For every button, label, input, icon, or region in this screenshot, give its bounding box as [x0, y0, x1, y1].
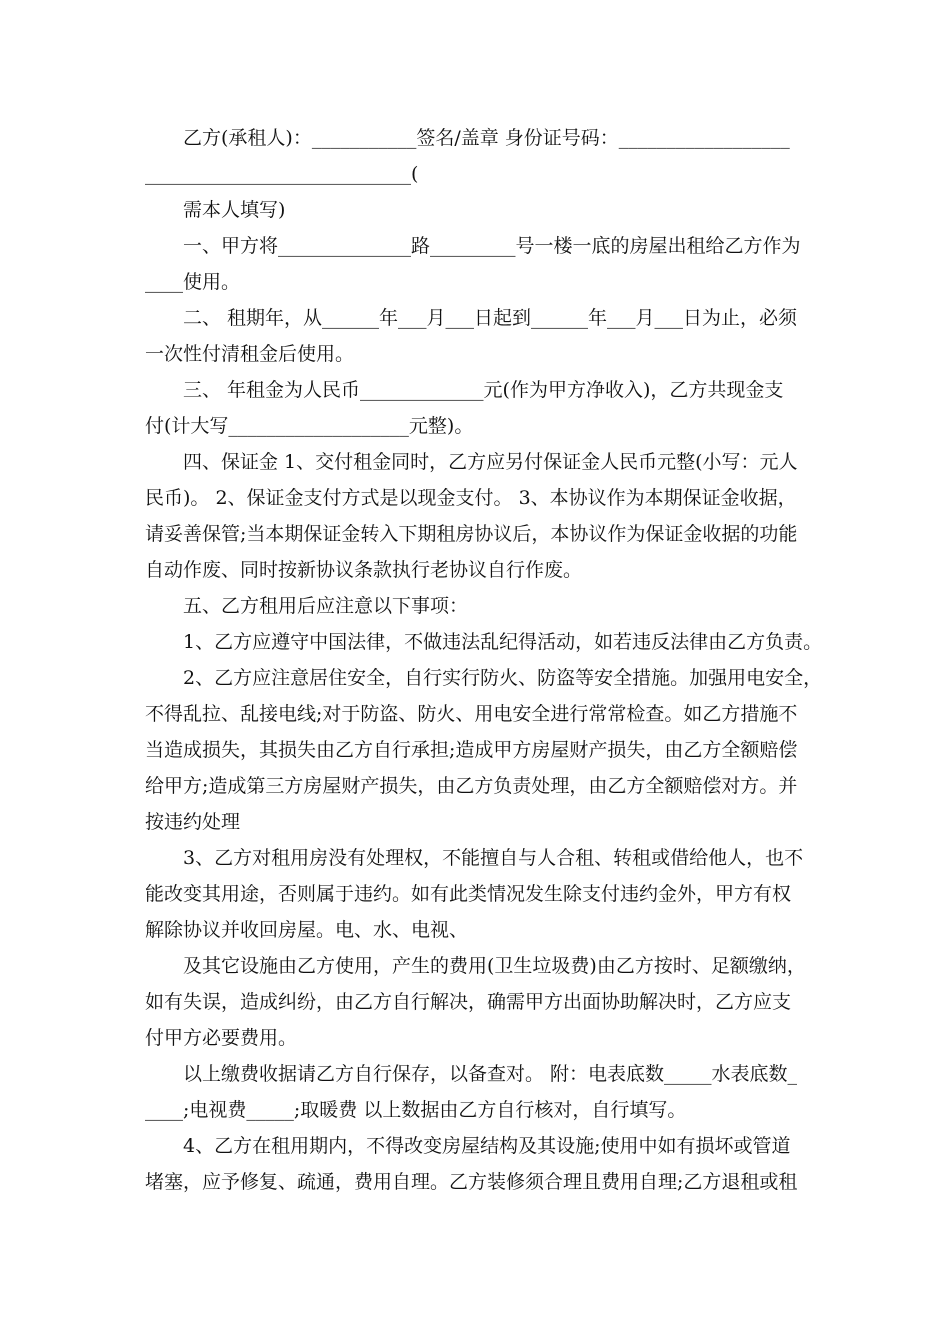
text-line: 解除协议并收回房屋。电、水、电视、 — [145, 919, 469, 941]
text-line: 一、甲方将______________路_________号一楼一底的房屋出租给乙方作为 — [183, 235, 801, 257]
text-line: 自动作废、同时按新协议条款执行老协议自行作废。 — [145, 559, 583, 581]
text-line: 付(计大写___________________元整)。 — [145, 415, 474, 437]
text-line: ____使用。 — [145, 271, 241, 293]
text-line: 1、乙方应遵守中国法律，不做违法乱纪得活动，如若违反法律由乙方负责。 — [183, 631, 823, 653]
text-line: 及其它设施由乙方使用，产生的费用(卫生垃圾费)由乙方按时、足额缴纳， — [183, 955, 806, 977]
text-line: 以上缴费收据请乙方自行保存，以备查对。 附：电表底数_____水表底数_ — [183, 1063, 798, 1085]
text-line: 堵塞，应予修复、疏通，费用自理。乙方装修须合理且费用自理;乙方退租或租 — [145, 1171, 798, 1193]
text-line: 不得乱拉、乱接电线;对于防盗、防火、用电安全进行常常检查。如乙方措施不 — [145, 703, 798, 725]
text-line: 给甲方;造成第三方房屋财产损失，由乙方负责处理，由乙方全额赔偿对方。并 — [145, 775, 798, 797]
text-line: 3、乙方对租用房没有处理权，不能擅自与人合租、转租或借给他人，也不 — [183, 847, 804, 869]
text-line: 乙方(承租人)：___________签名/盖章 身份证号码：__________________ — [183, 127, 790, 149]
text-line: 按违约处理 — [145, 811, 241, 833]
text-line: 五、乙方租用后应注意以下事项： — [183, 595, 469, 617]
text-line: 当造成损失，其损失由乙方自行承担;造成甲方房屋财产损失，由乙方全额赔偿 — [145, 739, 798, 761]
text-line: 民币)。 2、保证金支付方式是以现金支付。 3、本协议作为本期保证金收据， — [145, 487, 797, 509]
text-line: 4、乙方在租用期内，不得改变房屋结构及其设施;使用中如有损坏或管道 — [183, 1135, 791, 1157]
text-line: 四、保证金 1、交付租金同时，乙方应另付保证金人民币元整(小写：元人 — [183, 451, 798, 473]
text-line: 一次性付清租金后使用。 — [145, 343, 355, 365]
text-line: 付甲方必要费用。 — [145, 1027, 298, 1049]
text-line: ____________________________( — [145, 163, 419, 185]
text-line: 三、 年租金为人民币_____________元(作为甲方净收入)，乙方共现金支 — [183, 379, 784, 401]
text-line: ____;电视费_____;取暖费 以上数据由乙方自行核对，自行填写。 — [145, 1099, 687, 1121]
text-line: 二、 租期年，从______年___月___日起到______年___月___日为止，必须 — [183, 307, 798, 329]
text-line: 需本人填写) — [183, 199, 286, 221]
text-line: 能改变其用途，否则属于违约。如有此类情况发生除支付违约金外，甲方有权 — [145, 883, 792, 905]
text-line: 如有失误，造成纠纷，由乙方自行解决，确需甲方出面协助解决时，乙方应支 — [145, 991, 792, 1013]
text-line: 2、乙方应注意居住安全，自行实行防火、防盗等安全措施。加强用电安全， — [183, 667, 823, 689]
text-line: 请妥善保管;当本期保证金转入下期租房协议后，本协议作为保证金收据的功能 — [145, 523, 798, 545]
